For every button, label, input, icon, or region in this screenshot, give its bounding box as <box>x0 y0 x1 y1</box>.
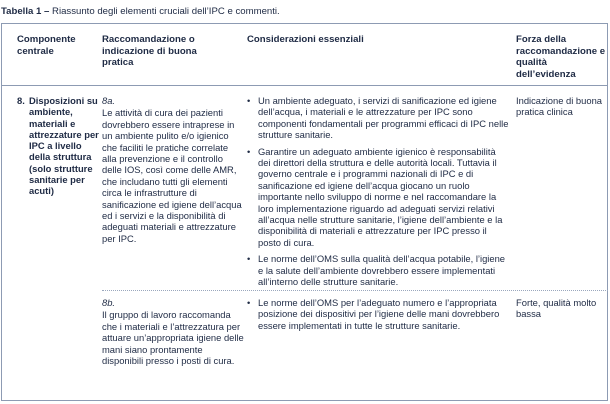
strength-8b: Forte, qualità molto bassa <box>516 297 597 320</box>
caption-text: Riassunto degli elementi cruciali dell’IPC e commenti. <box>49 6 280 17</box>
header-component: Componente centrale <box>17 34 76 57</box>
recommendation-text: Il gruppo di lavoro raccomanda che i materiali e l’attrezzatura per attuare un’appropriata igiene delle mani siano prontamente disponibili presso i posti di cura. <box>102 309 244 367</box>
header-considerations: Considerazioni essenziali <box>247 34 364 45</box>
recommendation-id: 8b. <box>102 297 116 308</box>
consideration-item: • Garantire un adeguato ambiente igienico è responsabilità dei direttori della struttura e delle autorità locali. Tuttavia il governo centrale e i programmi nazionali di IPC e di sanificazione ed igiene dell’acqua giocano un ruolo importante nello sviluppo di norme e nel raccomandare la loro implementazione riguardo ad adeguati servizi relativi all’acqua nelle strutture sanitarie, l’igiene dell’ambiente e la disponibilità di materiali e attrezzature per IPC presso il posto di cura. <box>247 146 509 249</box>
recommendation-8b <box>102 297 245 366</box>
component-text: Disposizioni su ambiente, materiali e attrezzature per IPC a livello della struttura (solo strutture sanitarie per acuti) <box>29 95 99 197</box>
header-strength: Forza della raccomandazione e qualità dell’evidenza <box>516 34 606 80</box>
consideration-item: • Le norme dell’OMS per l’adeguato numero e l’appropriata posizione dei dispositivi per l’igiene delle mani dovrebbero essere implementati in tutte le strutture sanitarie. <box>247 297 509 331</box>
strength-8a: Indicazione di buona pratica clinica <box>516 95 603 118</box>
header-recommendation: Raccomandazione o indicazione di buona pratica <box>102 34 197 69</box>
considerations-8b <box>247 297 509 336</box>
considerations-8a <box>247 95 509 293</box>
component-cell <box>17 95 99 197</box>
consideration-item: • Le norme dell’OMS sulla qualità dell’acqua potabile, l’igiene e la salute dell’ambiente dovrebbero essere implementati all’interno delle strutture sanitarie. <box>247 253 509 287</box>
consideration-item: • Un ambiente adeguato, i servizi di sanificazione ed igiene dell’acqua, i materiali e le attrezzature per IPC sono componenti fondamentali per programmi efficaci di IPC nelle strutture sanitarie. <box>247 95 509 141</box>
component-number: 8. <box>17 95 25 106</box>
caption-label: Tabella 1 – <box>1 6 50 17</box>
recommendation-text: Le attività di cura dei pazienti dovrebbero essere intraprese in un ambiente pulito e/o igienico che faciliti le pratiche correlate alla prevenzione e il controllo delle IOS, così come delle AMR, che includano tutti gli elementi circa le infrastrutture di sanificazione ed igiene dell’acqua ed i servizi e la disponibilità di adeguati materiali e attrezzature per IPC. <box>102 107 242 244</box>
recommendation-8a <box>102 95 245 244</box>
row-separator <box>102 290 608 291</box>
header-divider <box>1 85 608 86</box>
recommendation-id: 8a. <box>102 95 116 106</box>
table-caption <box>1 6 280 18</box>
